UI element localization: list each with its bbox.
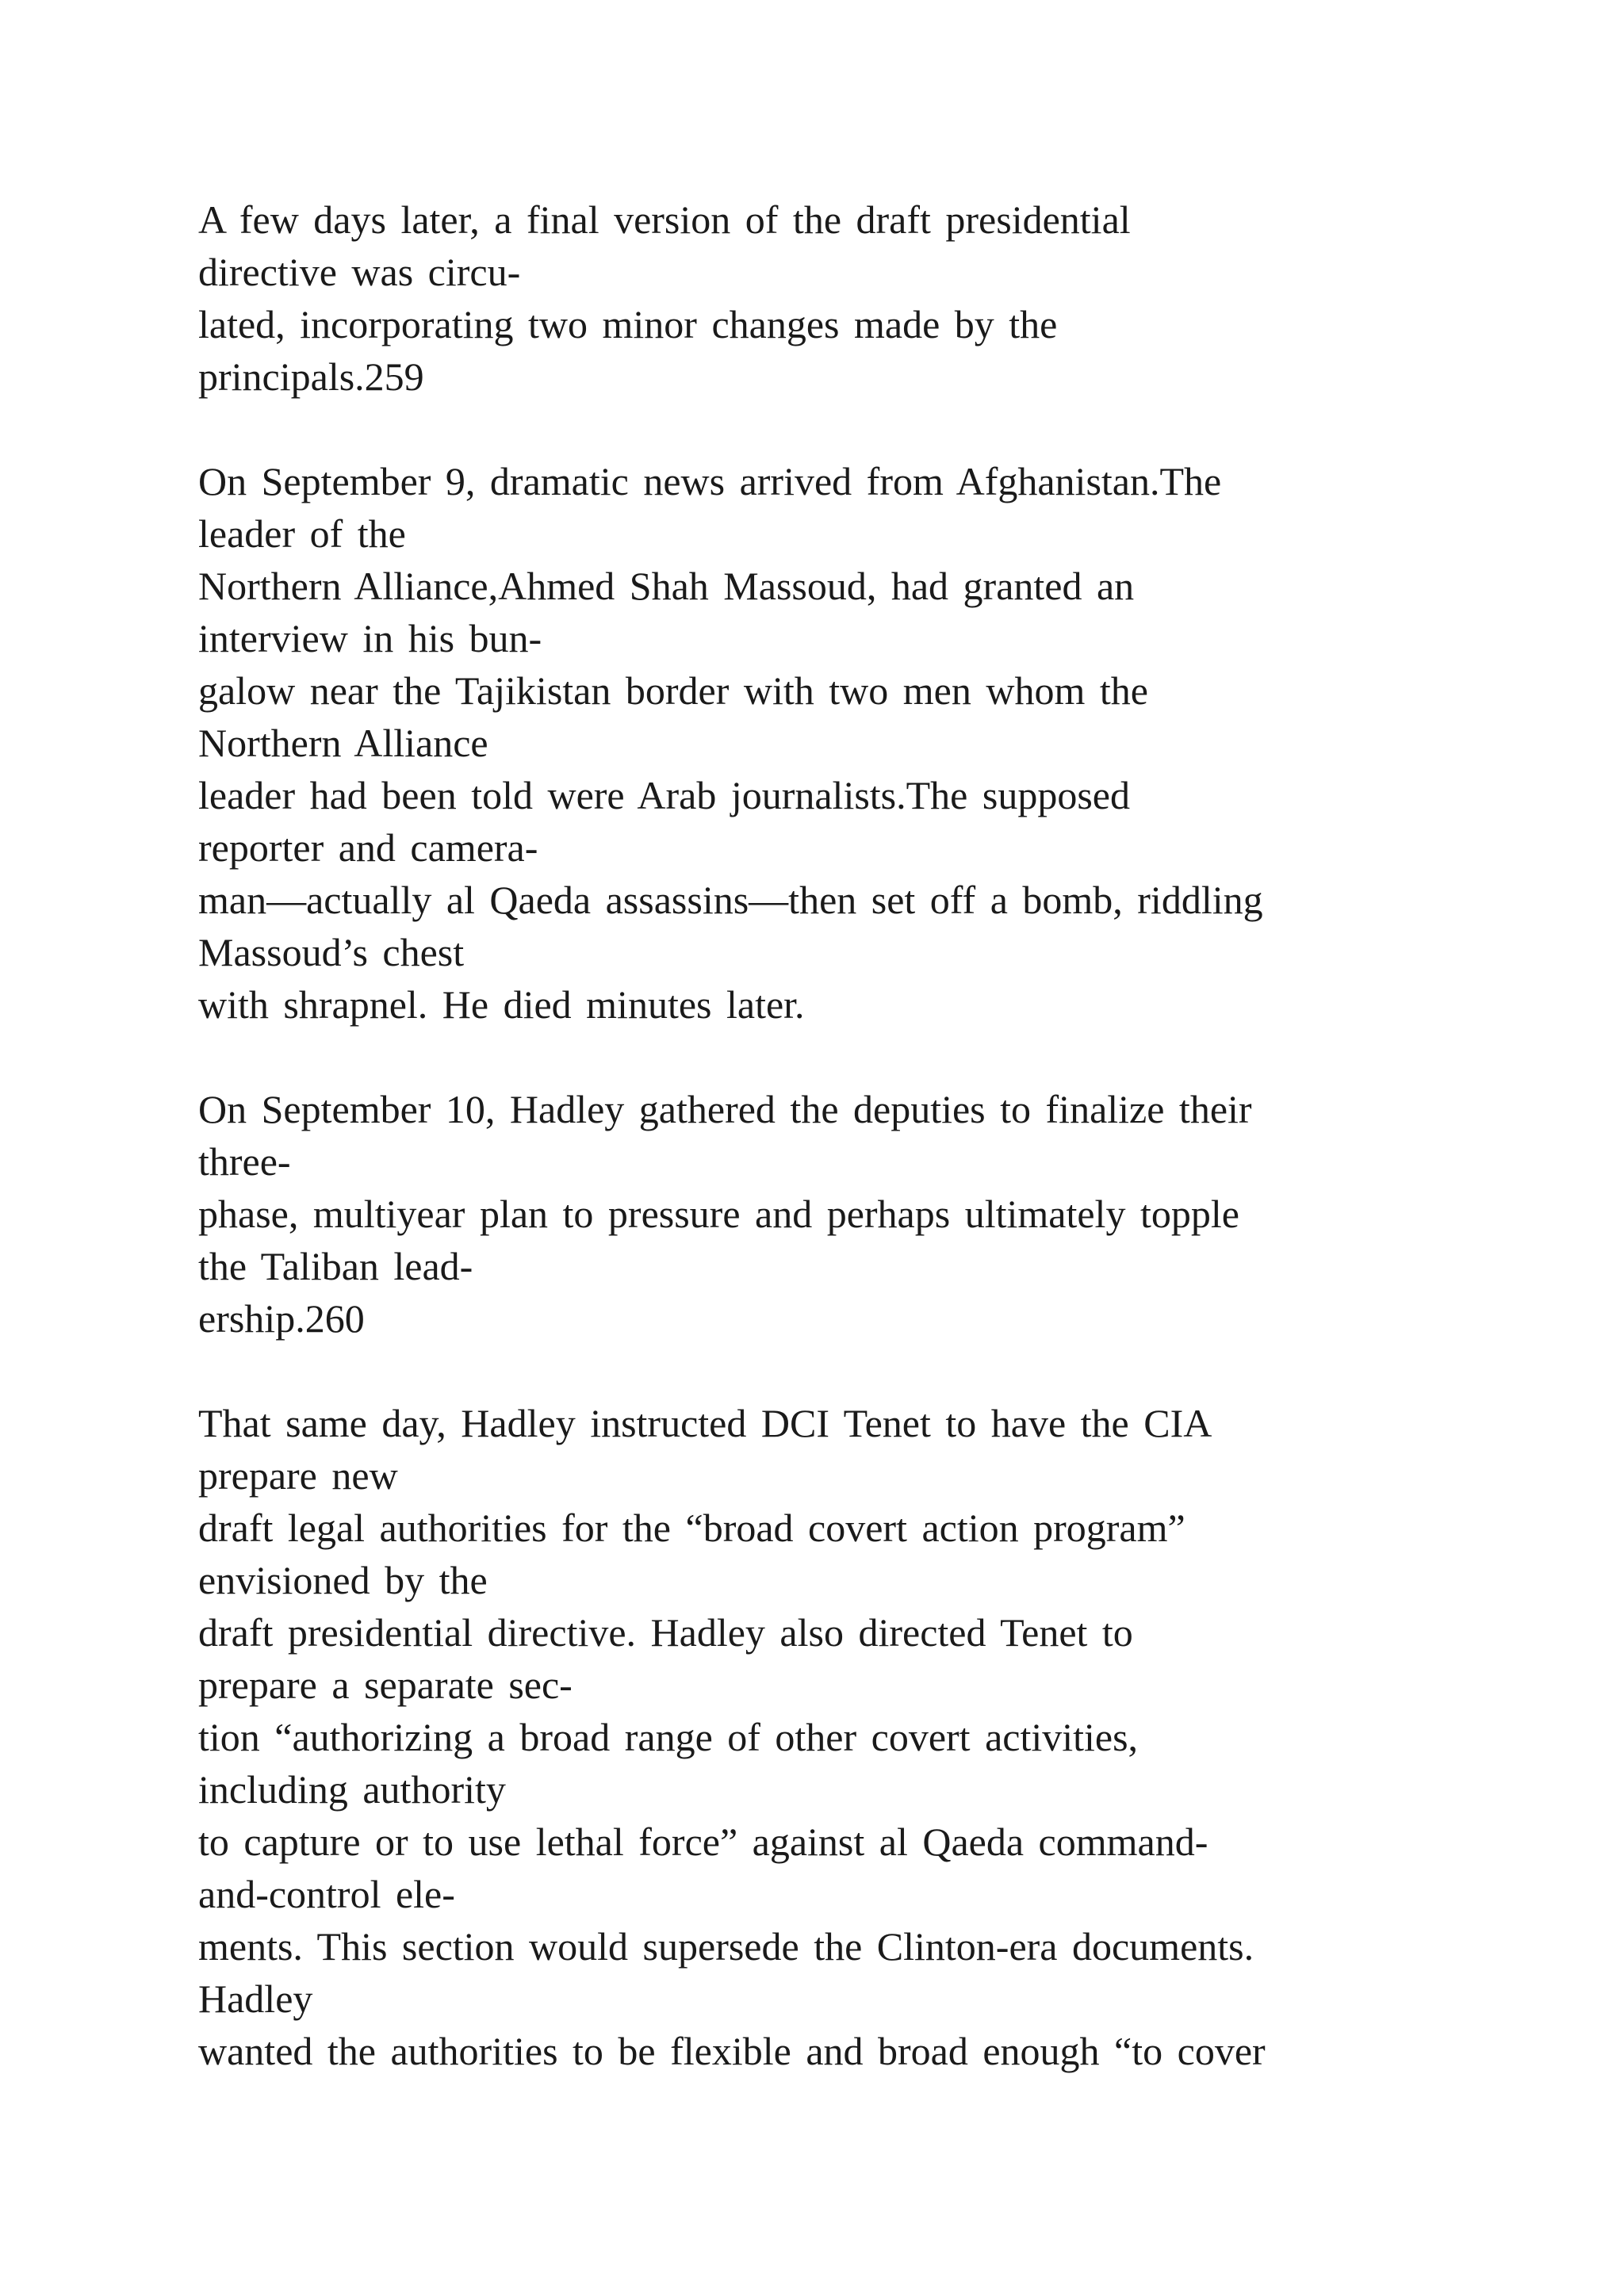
text-line: reporter and camera- — [198, 825, 538, 870]
text-line: with shrapnel. He died minutes later. — [198, 982, 805, 1027]
text-line: phase, multiyear plan to pressure and perhaps ultimately topple — [198, 1192, 1239, 1236]
text-line: to capture or to use lethal force” against al Qaeda command- — [198, 1820, 1208, 1864]
document-body — [198, 193, 1594, 2130]
text-line: man—actually al Qaeda assassins—then set off a bomb, riddling — [198, 878, 1263, 922]
paragraph-final-directive — [198, 193, 1594, 403]
text-line: draft legal authorities for the “broad covert action program” — [198, 1506, 1185, 1550]
text-line: interview in his bun- — [198, 616, 542, 660]
paragraph-september-10 — [198, 1083, 1594, 1345]
text-line: prepare a separate sec- — [198, 1663, 573, 1707]
paragraph-same-day — [198, 1397, 1594, 2077]
text-line: principals.259 — [198, 354, 424, 399]
text-line: lated, incorporating two minor changes made by the — [198, 302, 1058, 346]
text-line: the Taliban lead- — [198, 1244, 473, 1288]
text-line: wanted the authorities to be flexible and broad enough “to cover — [198, 2029, 1266, 2073]
text-line: ership.260 — [198, 1296, 365, 1341]
text-line: Hadley — [198, 1976, 313, 2021]
text-line: envisioned by the — [198, 1558, 488, 1602]
text-line: three- — [198, 1139, 291, 1184]
text-line: Massoud’s chest — [198, 930, 465, 974]
text-line: A few days later, a final version of the draft presidential — [198, 197, 1131, 242]
text-line: draft presidential directive. Hadley also directed Tenet to — [198, 1610, 1133, 1655]
text-line: leader of the — [198, 511, 406, 556]
text-line: On September 9, dramatic news arrived from Afghanistan.The — [198, 459, 1222, 503]
text-line: prepare new — [198, 1453, 398, 1498]
text-line: Northern Alliance,Ahmed Shah Massoud, had granted an — [198, 564, 1135, 608]
text-line: and-control ele- — [198, 1872, 455, 1916]
text-line: directive was circu- — [198, 250, 521, 294]
paragraph-september-9 — [198, 455, 1594, 1031]
text-line: including authority — [198, 1767, 506, 1812]
text-line: ments. This section would supersede the Clinton-era documents. — [198, 1924, 1254, 1969]
text-line: Northern Alliance — [198, 721, 488, 765]
text-line: On September 10, Hadley gathered the deputies to finalize their — [198, 1087, 1252, 1131]
text-line: That same day, Hadley instructed DCI Tenet to have the CIA — [198, 1401, 1212, 1445]
text-line: tion “authorizing a broad range of other covert activities, — [198, 1715, 1139, 1759]
text-line: galow near the Tajikistan border with two men whom the — [198, 668, 1148, 713]
text-line: leader had been told were Arab journalists.The supposed — [198, 773, 1130, 817]
